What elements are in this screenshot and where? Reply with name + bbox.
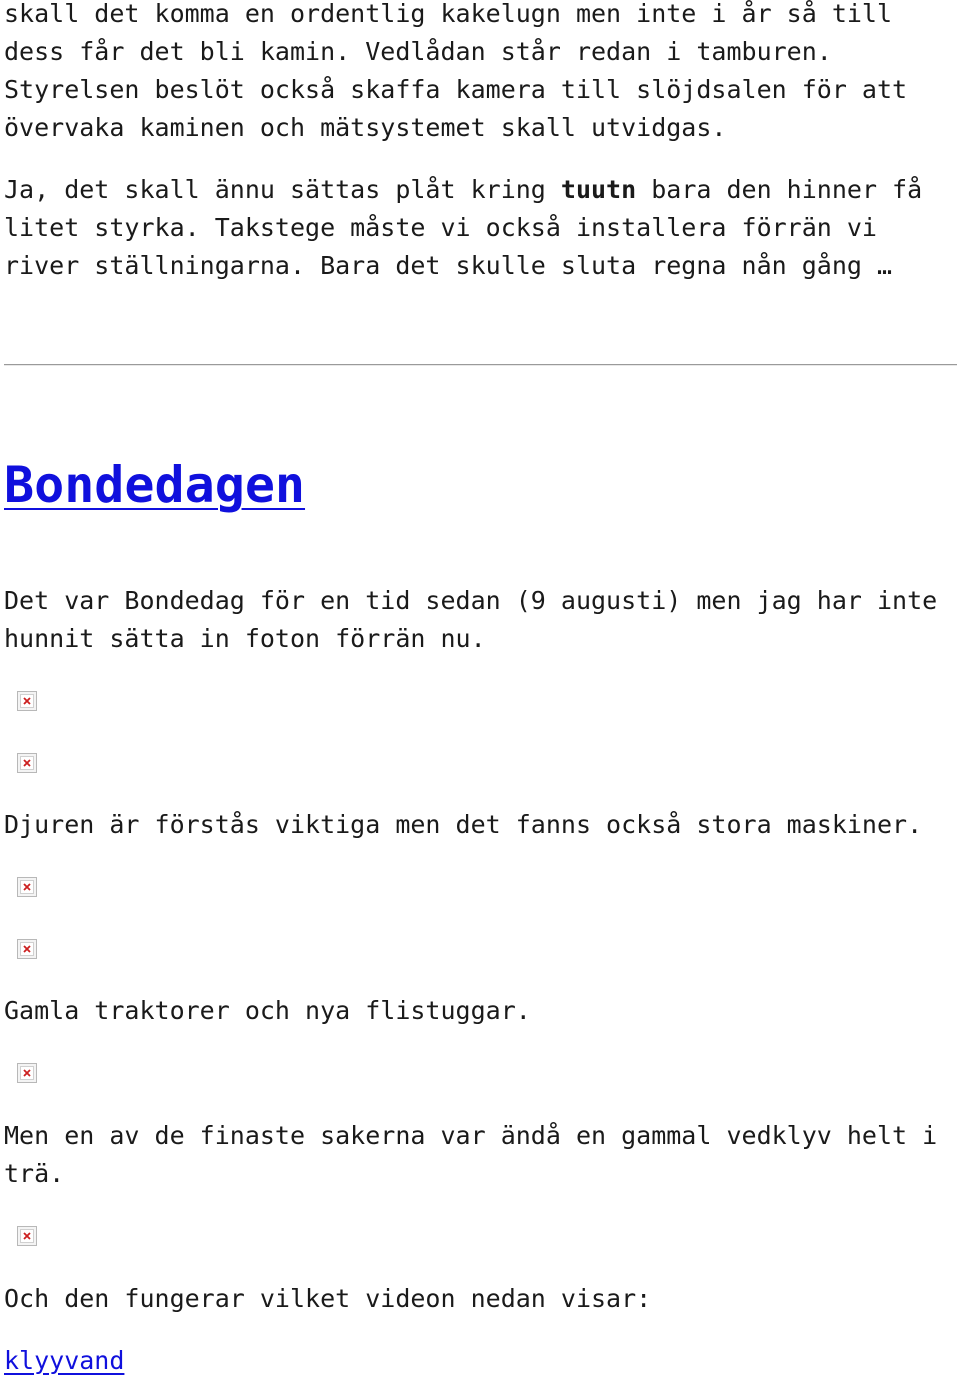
broken-image-icon[interactable]: [17, 1063, 37, 1083]
text-fragment: bara den hinner få litet styrka. Takstege måste vi också installera förrän vi river ställningarna. Bara det skulle sluta regna nån gång …: [4, 175, 923, 280]
bold-word: tuutn: [560, 175, 637, 204]
broken-image-icon[interactable]: [17, 877, 37, 897]
broken-image-icon[interactable]: [17, 939, 37, 959]
text-fragment: Ja, det skall ännu sättas plåt kring: [4, 175, 561, 204]
video-link-paragraph: [4, 1342, 960, 1380]
post-paragraph: Men en av de finaste sakerna var ändå en gammal vedklyv helt i trä.: [4, 1121, 938, 1188]
post-title: [4, 452, 305, 518]
post-paragraph: [4, 171, 960, 285]
post-paragraph: skall det komma en ordentlig kakelugn men inte i år så till dess får det bli kamin. Vedlådan står redan i tamburen. Styrelsen beslöt också skaffa kamera till slöjdsalen för att övervaka kaminen och mätsystemet skall utvidgas.: [4, 0, 908, 142]
broken-image-icon[interactable]: [17, 691, 37, 711]
post-paragraph: Djuren är förstås viktiga men det fanns också stora maskiner.: [4, 810, 923, 839]
post-divider: [4, 364, 957, 366]
video-link[interactable]: klyyvand: [4, 1346, 125, 1375]
post-title-link[interactable]: Bondedagen: [4, 456, 306, 514]
broken-image-icon[interactable]: [17, 1226, 37, 1246]
post-paragraph: Gamla traktorer och nya flistuggar.: [4, 996, 531, 1025]
post-paragraph: Och den fungerar vilket videon nedan visar:: [4, 1284, 652, 1313]
post-paragraph: Det var Bondedag för en tid sedan (9 augusti) men jag har inte hunnit sätta in foton förrän nu.: [4, 586, 938, 653]
broken-image-icon[interactable]: [17, 753, 37, 773]
